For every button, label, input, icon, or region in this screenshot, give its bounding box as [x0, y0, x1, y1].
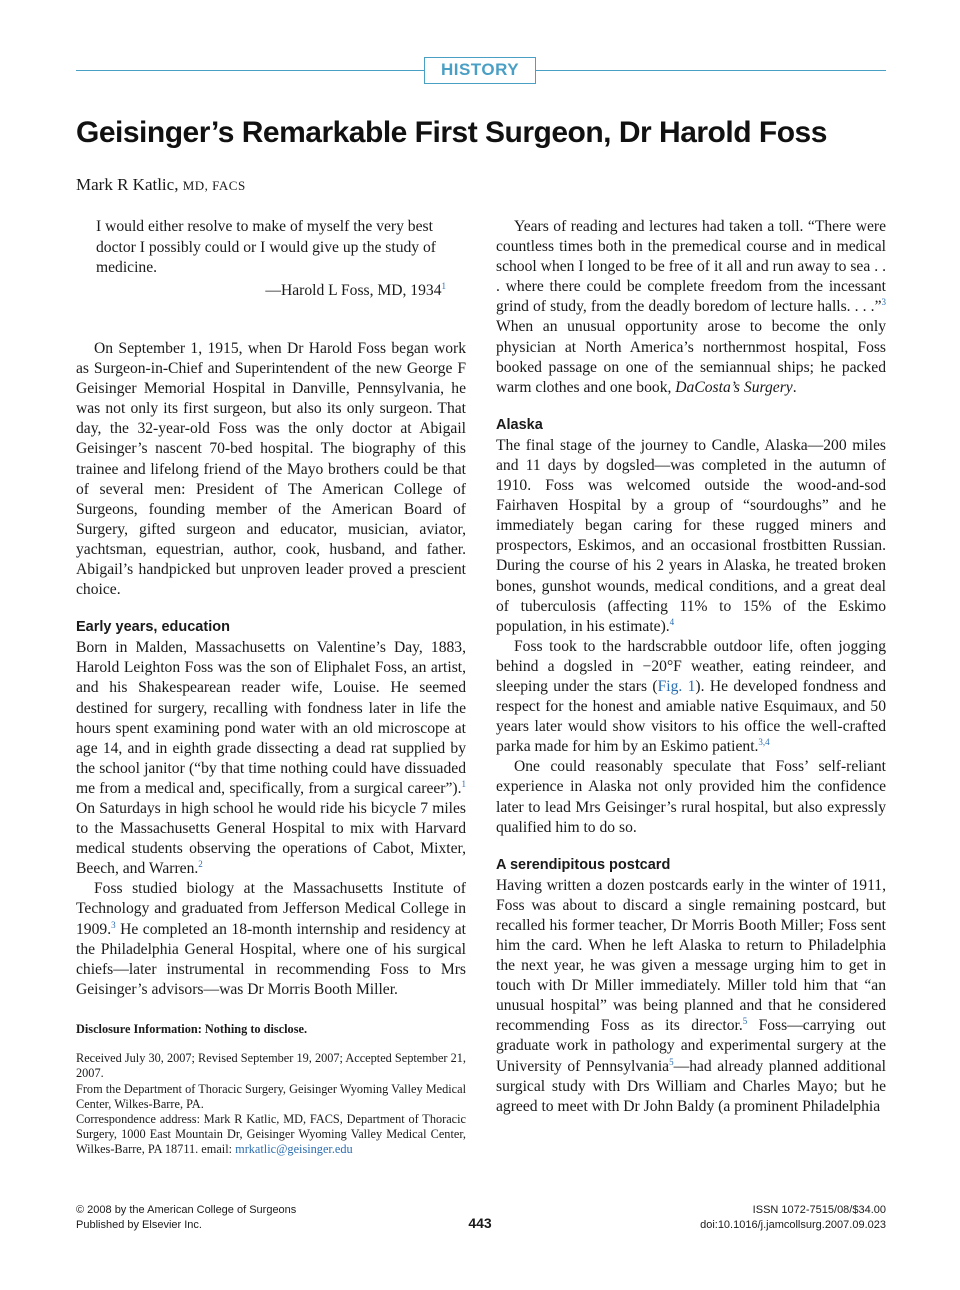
- correspondence-text: Correspondence address: Mark R Katlic, MD, FACS, Department of Thoracic Surgery, 1000 East Mountain Dr, Geisinger Wyoming Valley Medical Center, Wilkes-Barre, PA 18711. email:: [76, 1112, 466, 1157]
- doi: doi:10.1016/j.jamcollsurg.2007.09.023: [700, 1219, 886, 1231]
- epigraph-attribution: [96, 281, 446, 302]
- publisher: Published by Elsevier Inc.: [76, 1219, 202, 1231]
- page-number: 443: [468, 1215, 492, 1231]
- text-span: Foss—carrying out graduate work in pathology and experimental surgery at the University of Pennsylvania: [496, 1017, 887, 1075]
- ref-link[interactable]: 4: [669, 616, 675, 627]
- section-heading-early-years: Early years, education: [76, 619, 230, 636]
- ref-link[interactable]: 1: [441, 280, 446, 291]
- text-span: On Saturdays in high school he would ride his bicycle 7 miles to the Massachusetts General Hospital to mix with Harvard medical students observing the operations of Cabot, Mixter, Beech, and Warren.: [76, 799, 466, 878]
- alaska-paragraph-2: [496, 637, 886, 758]
- text-span: Years of reading and lectures had taken a toll. “There were countless times both in the premedical course and in medical school when I longed to be free of it all and run away to sea . . . where there could be complete freedom from the incessant grind of study, from the deadly boredom of lecture halls. . . .”: [496, 218, 886, 316]
- text-span: Born in Malden, Massachusetts on Valentine’s Day, 1883, Harold Leighton Foss was the son of Eliphalet Foss, an artist, and his Shakespearean reader wife, Louise. He seemed destined for surgery, recalling with fondness later in life the hours spent examining pond water with an old microscope at age 14, and in eighth grade dissecting a dead rat supplied by the school janitor (“by that time nothing could have dissuaded me from a medical and, specifically, from a surgical career”).: [76, 639, 466, 797]
- disclosure: [76, 1022, 466, 1037]
- header-rule-right: [536, 70, 886, 71]
- section-heading-postcard: A serendipitous postcard: [496, 856, 671, 873]
- author-credentials: MD, FACS: [182, 178, 246, 193]
- correspondence: [76, 1112, 466, 1158]
- alaska-paragraph-3: One could reasonably speculate that Foss’ self-reliant experience in Alaska not only provided him the confidence later to lead Mrs Geisinger’s rural hospital, but also expressly qualified him to do so.: [496, 758, 886, 836]
- reading-paragraph: [496, 217, 886, 398]
- footer-right: [700, 1203, 886, 1233]
- attribution-text: —Harold L Foss, MD, 1934: [265, 281, 442, 299]
- left-column: [76, 217, 466, 1000]
- early-paragraph-1: [76, 638, 466, 879]
- affiliation: From the Department of Thoracic Surgery, Geisinger Wyoming Valley Medical Center, Wilkes-Barre, PA.: [76, 1081, 466, 1111]
- ref-link[interactable]: 5: [742, 1016, 748, 1027]
- copyright: © 2008 by the American College of Surgeons: [76, 1204, 297, 1216]
- text-span: .: [792, 378, 797, 396]
- header-rule-left: [76, 70, 424, 71]
- text-span: ). He developed fondness and respect for the honest and amiable native Esquimaux, and 50 years later would show visitors to his office the well-crafted parka made for him by an Eskimo patient.: [496, 677, 886, 756]
- epigraph: [96, 217, 446, 301]
- article-title: Geisinger’s Remarkable First Surgeon, Dr Harold Foss: [76, 116, 827, 149]
- text-span: He completed an 18-month internship and residency at the Philadelphia General Hospital, where one of his surgical chiefs—later instrumental in recommending Foss to Mrs Geisinger’s advisors—was Dr Morris Booth Miller.: [76, 920, 466, 998]
- received-dates: Received July 30, 2007; Revised September 19, 2007; Accepted September 21, 2007.: [76, 1051, 466, 1081]
- disclosure-text: Nothing to disclose.: [201, 1022, 308, 1036]
- ref-link[interactable]: 5: [669, 1056, 674, 1067]
- author-line: [76, 175, 246, 195]
- text-span: The final stage of the journey to Candle, Alaska—200 miles and 11 days by dogsled—was completed in the autumn of 1910. Foss was welcomed outside the wood-and-sod Fairhaven Hospital by a group of “sourdoughs” and he immediately began caring for these rugged miners and prospectors, Eskimos, and an occasional frostbitten Russian. During the course of his 2 years in Alaska, he treated broken bones, gunshot wounds, medical conditions, and a great deal of tuberculosis (affecting 11% to 15% of the Eskimo population, in his estimate).: [496, 436, 886, 635]
- issn: ISSN 1072-7515/08/$34.00: [752, 1204, 886, 1216]
- article-notes: [76, 1022, 466, 1158]
- text-span: —had already planned additional surgical study with Drs William and Charles Mayo; but he agreed to meet with Dr John Baldy (a prominent Philadelphia: [496, 1057, 886, 1115]
- alaska-paragraph-1: [496, 436, 886, 637]
- text-span: Having written a dozen postcards early in the winter of 1911, Foss was about to discard a single remaining postcard, but recalled his former teacher, Dr Morris Booth Miller; Foss sent him the card. When he left Alaska to return to Philadelphia the next year, he was given a message urging him to get in touch with Dr Miller immediately. Miller told him that “an unusual hospital” was being planned and that he considered recommending Foss as its director.: [496, 876, 886, 1035]
- text-span: Foss studied biology at the Massachusetts Institute of Technology and graduated from Jefferson Medical College in 1909.: [76, 880, 466, 938]
- author-name: Mark R Katlic,: [76, 175, 179, 194]
- postcard-paragraph: [496, 876, 886, 1117]
- ref-link[interactable]: 3: [881, 297, 886, 308]
- ref-link[interactable]: 3: [111, 919, 116, 930]
- section-heading-alaska: Alaska: [496, 416, 543, 433]
- text-span: When an unusual opportunity arose to become the only physician at North America’s northernmost hospital, Foss booked passage on one of the semiannual ships; he packed warm clothes and one book,: [496, 318, 886, 396]
- figure-link[interactable]: Fig. 1: [657, 677, 696, 695]
- disclosure-label: Disclosure Information:: [76, 1022, 202, 1036]
- epigraph-quote: I would either resolve to make of myself the very best doctor I possibly could or I would give up the study of medicine.: [96, 218, 436, 276]
- book-title: DaCosta’s Surgery: [675, 378, 793, 396]
- ref-link[interactable]: 3,4: [758, 737, 770, 748]
- section-label: HISTORY: [424, 57, 536, 84]
- right-column: [496, 217, 886, 1117]
- intro-paragraph: On September 1, 1915, when Dr Harold Foss began work as Surgeon-in-Chief and Superintendent of the new George F Geisinger Memorial Hospital in Danville, Pennsylvania, he was not only its first surgeon, but also its only surgeon. That day, the 32-year-old Foss was the only doctor at Abigail Geisinger’s nascent 70-bed hospital. The biography of this trainee and lifelong friend of the Mayo brothers could be that of several men: President of The American College of Surgeons, founding member of the American Board of Surgery, gifted surgeon and educator, musician, aviator, yachtsman, equestrian, author, cook, husband, and father. Abigail’s handpicked but unproven leader proved a prescient choice.: [76, 340, 466, 599]
- email-link[interactable]: mrkatlic@geisinger.edu: [235, 1142, 353, 1157]
- ref-link[interactable]: 1: [461, 778, 466, 789]
- ref-link[interactable]: 2: [198, 859, 203, 870]
- text-span: Foss took to the hardscrabble outdoor life, often jogging behind a dogsled in −20°F weather, eating reindeer, and sleeping under the stars (: [496, 637, 886, 695]
- early-paragraph-2: [76, 879, 466, 1000]
